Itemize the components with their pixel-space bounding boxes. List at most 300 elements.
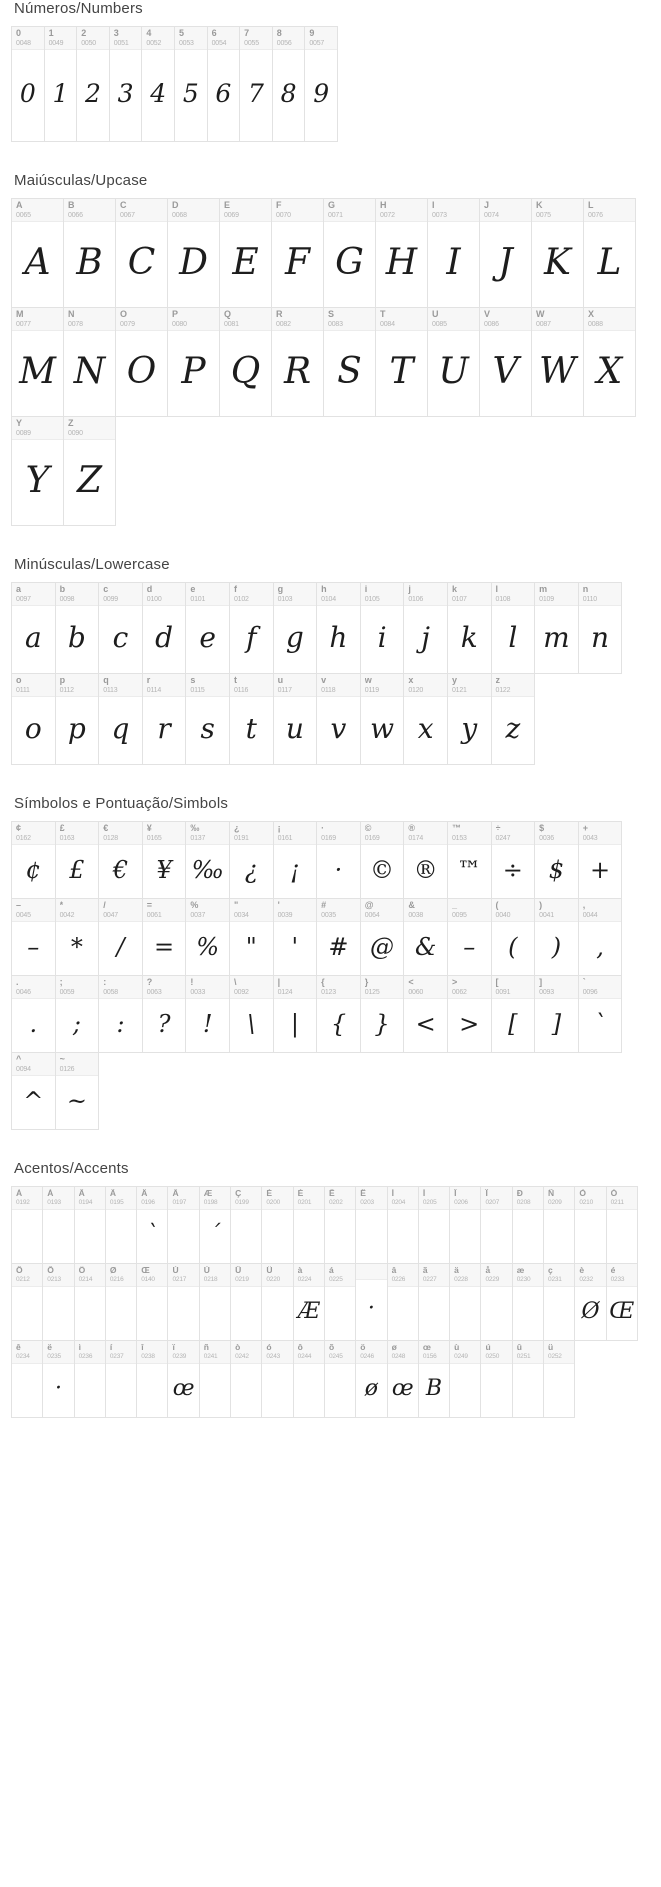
glyph-cell-header [116, 199, 167, 222]
glyph-cell-header [513, 1187, 543, 1210]
glyph-cell[interactable] [534, 821, 579, 899]
glyph-cell[interactable] [578, 821, 623, 899]
glyph-preview: ] [551, 1009, 562, 1038]
glyph-cell[interactable] [185, 673, 230, 765]
glyph-cell[interactable] [229, 898, 274, 976]
glyph-code-label: 0207 [485, 1199, 500, 1206]
glyph-cell-header [388, 1341, 418, 1364]
glyph-preview: Y [25, 460, 50, 502]
glyph-code-label: 0047 [103, 912, 118, 919]
glyph-char-label: Ü [266, 1266, 273, 1275]
glyph-cell-header [137, 1341, 167, 1364]
glyph-cell-header [492, 674, 535, 697]
glyph-char-label: Ù [172, 1266, 179, 1275]
glyph-cell[interactable] [418, 1340, 450, 1418]
glyph-cell[interactable] [74, 1340, 106, 1418]
glyph-cell[interactable] [273, 898, 318, 976]
glyph-cell[interactable] [480, 1186, 512, 1264]
glyph-char-label: ; [59, 978, 63, 987]
glyph-cell[interactable] [76, 26, 110, 142]
glyph-cell-header [450, 1264, 480, 1287]
glyph-cell[interactable] [63, 416, 116, 526]
glyph-cell[interactable] [136, 1263, 168, 1341]
glyph-code-label: 0061 [146, 912, 162, 919]
glyph-cell[interactable] [98, 898, 143, 976]
glyph-cell[interactable] [360, 582, 405, 674]
glyph-cell[interactable] [98, 673, 143, 765]
glyph-cell[interactable] [55, 898, 100, 976]
glyph-cell[interactable] [316, 673, 361, 765]
glyph-cell[interactable] [574, 1186, 606, 1264]
glyph-cell[interactable] [229, 975, 274, 1053]
glyph-cell[interactable] [271, 307, 324, 417]
glyph-cell[interactable] [293, 1340, 325, 1418]
glyph-cell-header [200, 1341, 230, 1364]
glyph-char-label: 9 [309, 29, 315, 38]
glyph-cell[interactable] [360, 898, 405, 976]
glyph-cell[interactable] [230, 1263, 262, 1341]
glyph-cell-header [143, 899, 186, 922]
glyph-char-label: Ñ [548, 1189, 555, 1198]
glyph-char-label: é [610, 1266, 616, 1275]
glyph-cell[interactable] [105, 1186, 137, 1264]
glyph-cell[interactable] [534, 898, 579, 976]
glyph-preview: k [460, 621, 478, 655]
glyph-cell[interactable] [98, 821, 143, 899]
glyph-preview: n [590, 621, 610, 655]
glyph-cell[interactable] [491, 898, 536, 976]
glyph-cell[interactable] [606, 1186, 638, 1264]
glyph-char-label: l [495, 585, 499, 594]
glyph-char-label: Ã [109, 1189, 117, 1198]
glyph-preview: | [290, 1009, 299, 1038]
glyph-cell-header [168, 308, 219, 331]
glyph-cell[interactable] [403, 673, 448, 765]
glyph-cell[interactable] [578, 975, 623, 1053]
glyph-code-label: 0081 [224, 321, 239, 328]
glyph-preview: B [76, 242, 103, 284]
glyph-preview: G [335, 242, 364, 284]
glyph-cell[interactable] [142, 821, 187, 899]
glyph-cell[interactable] [109, 26, 143, 142]
glyph-cell[interactable] [185, 975, 230, 1053]
glyph-cell[interactable] [480, 1263, 512, 1341]
section-title: Números/Numbers [14, 0, 143, 17]
glyph-cell-header [168, 199, 219, 222]
glyph-cell-header [481, 1187, 511, 1210]
glyph-cell[interactable] [323, 307, 376, 417]
glyph-cell[interactable] [167, 198, 220, 308]
glyph-preview: V [492, 351, 519, 393]
glyph-cell[interactable] [185, 582, 230, 674]
glyph-preview: " [245, 932, 257, 961]
glyph-cell-header [43, 1187, 73, 1210]
glyph-cell[interactable] [543, 1340, 575, 1418]
glyph-cell[interactable] [375, 307, 428, 417]
glyph-cell[interactable] [447, 821, 492, 899]
glyph-cell[interactable] [479, 307, 532, 417]
glyph-preview: ) [551, 932, 562, 961]
glyph-cell[interactable] [42, 1263, 74, 1341]
glyph-cell[interactable] [583, 198, 636, 308]
glyph-cell-header [481, 1341, 511, 1364]
glyph-cell-header [99, 822, 142, 845]
glyph-cell[interactable] [316, 898, 361, 976]
glyph-preview: ® [413, 855, 438, 884]
glyph-cell[interactable] [273, 821, 318, 899]
glyph-preview: ! [202, 1009, 213, 1038]
glyph-char-label: * [59, 901, 64, 910]
glyph-cell-header [12, 822, 55, 845]
glyph-cell[interactable] [55, 975, 100, 1053]
glyph-cell[interactable] [316, 975, 361, 1053]
glyph-cell[interactable] [261, 1263, 293, 1341]
glyph-code-label: 0121 [451, 687, 467, 694]
glyph-cell[interactable] [230, 1340, 262, 1418]
glyph-cell[interactable] [185, 898, 230, 976]
glyph-char-label: ¢ [16, 824, 22, 833]
glyph-cell[interactable] [355, 1263, 387, 1341]
glyph-cell[interactable] [360, 975, 405, 1053]
glyph-cell[interactable] [534, 975, 579, 1053]
glyph-cell-header [186, 822, 229, 845]
glyph-cell-header [220, 308, 271, 331]
glyph-cell[interactable] [11, 198, 64, 308]
glyph-cell[interactable] [316, 582, 361, 674]
glyph-cell[interactable] [219, 307, 272, 417]
glyph-preview: { [330, 1009, 347, 1038]
glyph-cell[interactable] [167, 1340, 199, 1418]
glyph-preview: Q [230, 351, 261, 393]
glyph-cell-header [448, 899, 491, 922]
glyph-cell[interactable] [98, 582, 143, 674]
glyph-preview [12, 1210, 42, 1263]
glyph-cell-header [168, 1264, 198, 1287]
glyph-cell[interactable] [491, 975, 536, 1053]
glyph-cell-header [419, 1341, 449, 1364]
glyph-code-label: 0198 [203, 1199, 218, 1206]
glyph-char-label: o [16, 676, 22, 685]
glyph-cell[interactable] [491, 582, 536, 674]
glyph-code-label: 0044 [582, 912, 598, 919]
glyph-cell[interactable] [74, 1263, 106, 1341]
glyph-cell-header [75, 1341, 105, 1364]
glyph-cell[interactable] [360, 821, 405, 899]
glyph-cell[interactable] [491, 821, 536, 899]
glyph-cell[interactable] [174, 26, 208, 142]
glyph-cell[interactable] [229, 821, 274, 899]
glyph-code-label: 0092 [233, 989, 249, 996]
glyph-cell[interactable] [55, 582, 100, 674]
glyph-cell[interactable] [11, 582, 56, 674]
glyph-cell[interactable] [531, 307, 584, 417]
glyph-code-label: 0112 [59, 687, 74, 694]
glyph-cell[interactable] [239, 26, 273, 142]
glyph-char-label: ( [495, 901, 499, 910]
glyph-cell-header [579, 976, 622, 999]
glyph-code-label: 0174 [408, 835, 424, 842]
glyph-code-label: 0078 [68, 321, 83, 328]
glyph-cell-header [317, 899, 360, 922]
glyph-cell[interactable] [403, 975, 448, 1053]
glyph-cell[interactable] [219, 198, 272, 308]
glyph-cell[interactable] [387, 1263, 419, 1341]
glyph-cell[interactable] [375, 198, 428, 308]
glyph-cell-header [450, 1341, 480, 1364]
glyph-preview [356, 1210, 386, 1263]
glyph-cell[interactable] [449, 1263, 481, 1341]
glyph-code-label: 0052 [146, 40, 162, 47]
glyph-cell[interactable] [11, 26, 45, 142]
glyph-cell[interactable] [449, 1340, 481, 1418]
glyph-cell[interactable] [136, 1186, 168, 1264]
glyph-cell-header [492, 583, 535, 606]
glyph-cell[interactable] [360, 673, 405, 765]
glyph-cell[interactable] [447, 673, 492, 765]
glyph-cell[interactable] [55, 821, 100, 899]
glyph-cell[interactable] [491, 673, 536, 765]
glyph-cell[interactable] [11, 898, 56, 976]
glyph-preview: 9 [313, 79, 330, 109]
glyph-char-label: @ [364, 901, 374, 910]
glyph-cell[interactable] [578, 582, 623, 674]
glyph-code-label: 0208 [516, 1199, 531, 1206]
glyph-cell[interactable] [583, 307, 636, 417]
glyph-code-label: 0125 [364, 989, 380, 996]
glyph-code-label: 0243 [266, 1353, 281, 1360]
glyph-cell[interactable] [387, 1186, 419, 1264]
glyph-cell[interactable] [74, 1186, 106, 1264]
glyph-cell[interactable] [531, 198, 584, 308]
glyph-char-label: è [579, 1266, 585, 1275]
glyph-code-label: 0116 [233, 687, 249, 694]
glyph-cell[interactable] [11, 673, 56, 765]
glyph-char-label [360, 1266, 383, 1277]
glyph-cell[interactable] [11, 1052, 56, 1130]
glyph-cell[interactable] [98, 975, 143, 1053]
glyph-code-label: 0043 [582, 835, 598, 842]
glyph-preview: @ [370, 932, 395, 961]
glyph-cell[interactable] [199, 1340, 231, 1418]
glyph-cell[interactable] [115, 307, 168, 417]
glyph-cell-header [388, 1187, 418, 1210]
glyph-cell-header [56, 976, 99, 999]
glyph-preview [481, 1364, 511, 1417]
glyph-cell-header [544, 1264, 574, 1287]
glyph-cell-header [356, 1341, 386, 1364]
glyph-cell[interactable] [229, 673, 274, 765]
glyph-char-label: – [16, 901, 22, 910]
glyph-char-label: Æ [203, 1189, 213, 1198]
glyph-char-label: = [146, 901, 153, 910]
glyph-cell[interactable] [142, 582, 187, 674]
glyph-code-label: 0235 [47, 1353, 61, 1360]
glyph-cell[interactable] [261, 1340, 293, 1418]
glyph-cell[interactable] [63, 198, 116, 308]
glyph-cell[interactable] [403, 582, 448, 674]
glyph-preview: ^ [23, 1086, 44, 1115]
glyph-cell[interactable] [387, 1340, 419, 1418]
glyph-code-label: 0035 [321, 912, 336, 919]
glyph-preview: b [67, 621, 86, 655]
glyph-preview: c [112, 621, 129, 655]
glyph-char-label: Ç [235, 1189, 242, 1198]
glyph-char-label: ] [539, 978, 543, 987]
glyph-char-label: ù [454, 1343, 460, 1352]
glyph-cell-header [12, 199, 63, 222]
glyph-cell[interactable] [578, 898, 623, 976]
glyph-cell[interactable] [11, 1186, 43, 1264]
glyph-cell[interactable] [271, 198, 324, 308]
glyph-char-label: Ð [516, 1189, 523, 1198]
glyph-cell[interactable] [304, 26, 338, 142]
glyph-cell[interactable] [447, 975, 492, 1053]
glyph-char-label: Ø [109, 1266, 117, 1275]
glyph-cell[interactable] [543, 1263, 575, 1341]
glyph-cell[interactable] [273, 673, 318, 765]
glyph-cell[interactable] [199, 1186, 231, 1264]
glyph-cell[interactable] [11, 1340, 43, 1418]
glyph-cell[interactable] [63, 307, 116, 417]
glyph-char-label: q [103, 676, 109, 685]
glyph-cell[interactable] [105, 1340, 137, 1418]
glyph-code-label: 0248 [391, 1353, 406, 1360]
glyph-code-label: 0153 [451, 835, 467, 842]
glyph-cell[interactable] [512, 1186, 544, 1264]
glyph-cell[interactable] [427, 307, 480, 417]
glyph-cell[interactable] [316, 821, 361, 899]
glyph-cell[interactable] [207, 26, 241, 142]
glyph-cell[interactable] [55, 1052, 100, 1130]
glyph-cell[interactable] [273, 582, 318, 674]
glyph-char-label: { [321, 978, 325, 987]
glyph-cell[interactable] [293, 1186, 325, 1264]
glyph-cell[interactable] [512, 1263, 544, 1341]
glyph-cell[interactable] [11, 416, 64, 526]
glyph-cell[interactable] [44, 26, 78, 142]
glyph-char-label: Ú [203, 1266, 210, 1275]
glyph-code-label: 0101 [190, 596, 206, 603]
glyph-cell[interactable] [293, 1263, 325, 1341]
glyph-code-label: 0169 [321, 835, 336, 842]
glyph-cell-header [230, 822, 273, 845]
glyph-cell[interactable] [324, 1340, 356, 1418]
glyph-preview: 0 [19, 79, 36, 109]
glyph-cell[interactable] [167, 1263, 199, 1341]
glyph-cell-header [274, 822, 317, 845]
glyph-char-label: 8 [276, 29, 282, 38]
glyph-code-label: 0245 [328, 1353, 343, 1360]
glyph-cell[interactable] [115, 198, 168, 308]
glyph-cell[interactable] [403, 821, 448, 899]
glyph-char-label: ' [277, 901, 280, 910]
glyph-cell[interactable] [543, 1186, 575, 1264]
glyph-cell[interactable] [11, 975, 56, 1053]
glyph-preview: a [24, 621, 42, 655]
glyph-cell[interactable] [199, 1263, 231, 1341]
glyph-cell-header [12, 976, 55, 999]
glyph-cell[interactable] [355, 1186, 387, 1264]
glyph-cell[interactable] [479, 198, 532, 308]
glyph-cell[interactable] [141, 26, 175, 142]
glyph-cell[interactable] [142, 898, 187, 976]
glyph-cell[interactable] [136, 1340, 168, 1418]
glyph-cell[interactable] [534, 582, 579, 674]
glyph-cell-header [186, 899, 229, 922]
glyph-cell-header [325, 1341, 355, 1364]
glyph-grid [12, 822, 649, 1130]
glyph-cell[interactable] [512, 1340, 544, 1418]
glyph-grid [12, 199, 649, 526]
glyph-cell[interactable] [142, 975, 187, 1053]
glyph-cell[interactable] [230, 1186, 262, 1264]
glyph-char-label: V [484, 310, 491, 319]
glyph-char-label: ì [78, 1343, 81, 1352]
glyph-cell-header [448, 976, 491, 999]
glyph-cell[interactable] [324, 1186, 356, 1264]
glyph-cell[interactable] [574, 1263, 606, 1341]
glyph-cell-header [376, 199, 427, 222]
glyph-cell[interactable] [261, 1186, 293, 1264]
glyph-cell-header [492, 822, 535, 845]
glyph-cell-header [220, 199, 271, 222]
glyph-code-label: 0216 [109, 1276, 124, 1283]
glyph-cell[interactable] [272, 26, 306, 142]
glyph-cell-header [200, 1264, 230, 1287]
glyph-cell[interactable] [185, 821, 230, 899]
glyph-cell[interactable] [167, 307, 220, 417]
glyph-cell[interactable] [447, 582, 492, 674]
glyph-preview [168, 1210, 198, 1263]
glyph-cell[interactable] [480, 1340, 512, 1418]
glyph-cell[interactable] [324, 1263, 356, 1341]
glyph-cell[interactable] [355, 1340, 387, 1418]
glyph-cell[interactable] [105, 1263, 137, 1341]
glyph-grid [12, 583, 649, 765]
glyph-preview [106, 1364, 136, 1417]
glyph-code-label: 0252 [548, 1353, 562, 1360]
glyph-cell[interactable] [11, 1263, 43, 1341]
glyph-preview [231, 1287, 261, 1340]
glyph-cell[interactable] [11, 821, 56, 899]
glyph-cell[interactable] [323, 198, 376, 308]
glyph-cell-header [77, 27, 109, 50]
glyph-cell[interactable] [229, 582, 274, 674]
glyph-code-label: 0085 [432, 321, 447, 328]
glyph-preview: % [196, 932, 220, 961]
glyph-code-label: 0067 [120, 212, 135, 219]
glyph-cell[interactable] [273, 975, 318, 1053]
glyph-cell[interactable] [167, 1186, 199, 1264]
glyph-cell[interactable] [418, 1263, 450, 1341]
glyph-preview [200, 1287, 230, 1340]
glyph-cell[interactable] [42, 1340, 74, 1418]
glyph-cell[interactable] [606, 1263, 638, 1341]
glyph-cell[interactable] [403, 898, 448, 976]
glyph-preview: 5 [182, 79, 199, 109]
glyph-cell[interactable] [447, 898, 492, 976]
glyph-cell-header [262, 1264, 292, 1287]
glyph-code-label: 0113 [103, 687, 118, 694]
glyph-cell[interactable] [11, 307, 64, 417]
glyph-cell[interactable] [418, 1186, 450, 1264]
glyph-cell[interactable] [427, 198, 480, 308]
glyph-cell[interactable] [449, 1186, 481, 1264]
glyph-cell[interactable] [42, 1186, 74, 1264]
glyph-cell[interactable] [55, 673, 100, 765]
glyph-preview: 7 [248, 79, 264, 109]
glyph-cell[interactable] [142, 673, 187, 765]
